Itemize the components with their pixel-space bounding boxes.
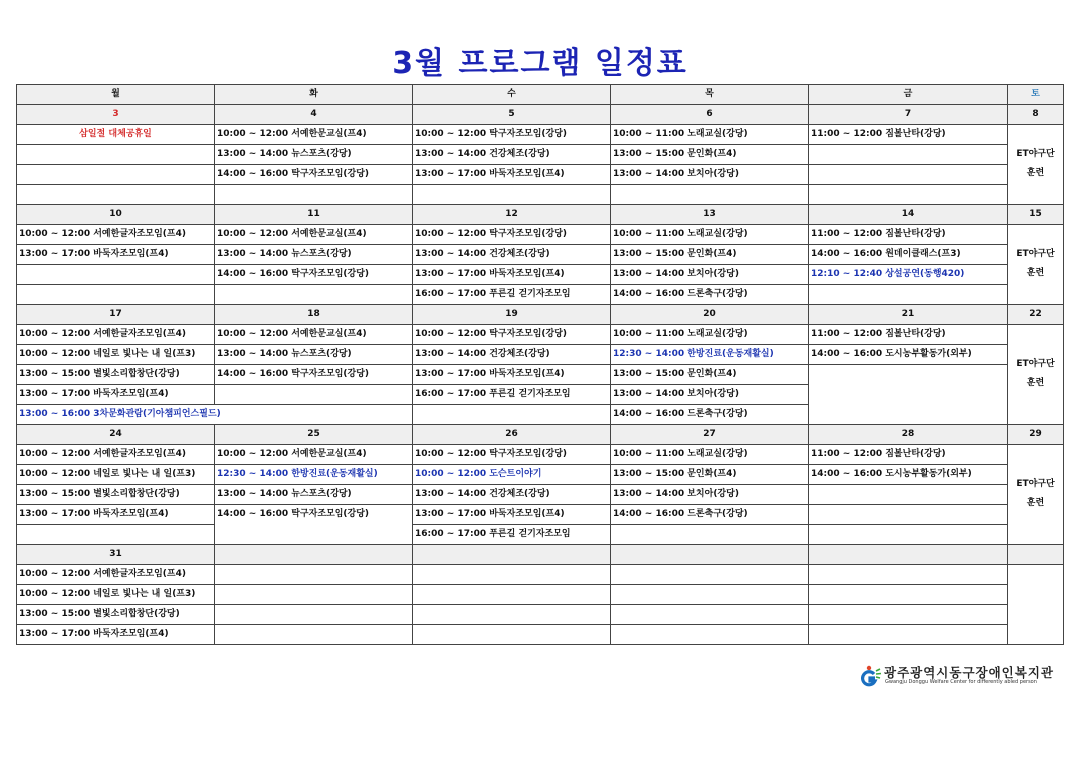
event-row (17, 324, 1064, 344)
event-item: 10:00 ~ 12:00 서예한글자조모임(프4) (17, 564, 215, 584)
event-row (17, 185, 1064, 205)
weekday-sat: 토 (1008, 85, 1064, 105)
date-cell: 27 (611, 424, 809, 444)
saturday-event-line2: 훈련 (1026, 168, 1045, 179)
event-item: 14:00 ~ 16:00 드론축구(강당) (611, 284, 809, 304)
special-event-item: 13:00 ~ 16:00 3차문화관람(기아챔피언스필드) (17, 404, 413, 424)
event-row (17, 344, 1064, 364)
date-cell: 31 (17, 544, 215, 564)
event-item: 13:00 ~ 15:00 별빛소리합창단(강당) (17, 484, 215, 504)
event-row (17, 244, 1064, 264)
empty-cell (1008, 564, 1064, 644)
event-row (17, 604, 1064, 624)
date-cell: 29 (1008, 424, 1064, 444)
event-item: 14:00 ~ 16:00 탁구자조모임(강당) (215, 264, 413, 284)
welfare-center-logo-icon (860, 665, 882, 687)
empty-cell (215, 384, 413, 404)
date-row (17, 204, 1064, 224)
weekday-header-row (17, 85, 1064, 105)
date-cell (611, 544, 809, 564)
empty-cell (215, 624, 413, 644)
weekday-tue: 화 (215, 85, 413, 105)
organization-name-en: Gwangju Donggu Welfare Center for differently abled person (885, 679, 1037, 685)
date-row (17, 544, 1064, 564)
event-item: 10:00 ~ 12:00 서예한문교실(프4) (215, 444, 413, 464)
event-item: 13:00 ~ 15:00 별빛소리합창단(강당) (17, 604, 215, 624)
event-item: 10:00 ~ 12:00 네일로 빛나는 내 일(프3) (17, 584, 215, 604)
event-item: 14:00 ~ 16:00 탁구자조모임(강당) (215, 364, 413, 384)
empty-cell (809, 604, 1008, 624)
empty-cell (413, 584, 611, 604)
date-cell: 26 (413, 424, 611, 444)
event-row (17, 624, 1064, 644)
date-cell (1008, 544, 1064, 564)
event-item: 13:00 ~ 15:00 문인화(프4) (611, 244, 809, 264)
saturday-event-line2: 훈련 (1026, 268, 1045, 279)
empty-cell (413, 404, 611, 424)
schedule-table (16, 84, 1064, 645)
empty-cell (809, 364, 1008, 424)
event-item: 10:00 ~ 11:00 노래교실(강당) (611, 444, 809, 464)
event-item: 13:00 ~ 14:00 건강체조(강당) (413, 145, 611, 165)
event-item: 13:00 ~ 14:00 뉴스포츠(강당) (215, 484, 413, 504)
empty-cell (17, 284, 215, 304)
event-item: 14:00 ~ 16:00 드론축구(강당) (611, 404, 809, 424)
organization-name: 광주광역시동구장애인복지관 (884, 665, 1054, 680)
event-item: 14:00 ~ 16:00 탁구자조모임(강당) (215, 504, 413, 544)
empty-cell (611, 524, 809, 544)
event-item: 10:00 ~ 12:00 서예한문교실(프4) (215, 224, 413, 244)
date-row (17, 304, 1064, 324)
event-item: 13:00 ~ 15:00 별빛소리합창단(강당) (17, 364, 215, 384)
saturday-event (1008, 224, 1064, 304)
event-item: 14:00 ~ 16:00 드론축구(강당) (611, 504, 809, 524)
event-item: 10:00 ~ 12:00 탁구자조모임(강당) (413, 444, 611, 464)
saturday-event-line2: 훈련 (1026, 498, 1045, 509)
event-item: 10:00 ~ 12:00 네일로 빛나는 내 일(프3) (17, 464, 215, 484)
event-item: 13:00 ~ 15:00 문인화(프4) (611, 364, 809, 384)
event-item: 13:00 ~ 15:00 문인화(프4) (611, 145, 809, 165)
empty-cell (809, 504, 1008, 524)
date-cell: 12 (413, 204, 611, 224)
date-row (17, 424, 1064, 444)
saturday-event (1008, 324, 1064, 424)
event-item: 14:00 ~ 16:00 탁구자조모임(강당) (215, 165, 413, 185)
event-item: 13:00 ~ 17:00 바둑자조모임(프4) (17, 624, 215, 644)
saturday-event (1008, 125, 1064, 205)
event-item: 16:00 ~ 17:00 푸른길 걷기자조모임 (413, 524, 611, 544)
event-item: 13:00 ~ 17:00 바둑자조모임(프4) (17, 244, 215, 264)
date-cell: 25 (215, 424, 413, 444)
date-cell (413, 544, 611, 564)
event-item: 11:00 ~ 12:00 짐볼난타(강당) (809, 125, 1008, 145)
date-row (17, 105, 1064, 125)
date-cell: 6 (611, 105, 809, 125)
event-row (17, 464, 1064, 484)
empty-cell (611, 564, 809, 584)
event-item: 11:00 ~ 12:00 짐볼난타(강당) (809, 324, 1008, 344)
empty-cell (611, 624, 809, 644)
date-cell: 20 (611, 304, 809, 324)
empty-cell (809, 284, 1008, 304)
page-title: 3월 프로그램 일정표 (392, 46, 688, 81)
event-row (17, 264, 1064, 284)
date-cell: 13 (611, 204, 809, 224)
event-row (17, 444, 1064, 464)
date-cell: 14 (809, 204, 1008, 224)
event-item: 13:00 ~ 17:00 바둑자조모임(프4) (413, 165, 611, 185)
event-item: 13:00 ~ 14:00 보치아(강당) (611, 165, 809, 185)
saturday-event-line2: 훈련 (1026, 378, 1045, 389)
weekday-fri: 금 (809, 85, 1008, 105)
date-cell: 7 (809, 105, 1008, 125)
empty-cell (17, 264, 215, 284)
saturday-event-line1: ET야구단 (1016, 359, 1055, 370)
date-cell: 18 (215, 304, 413, 324)
empty-cell (809, 564, 1008, 584)
empty-cell (17, 524, 215, 544)
event-item: 10:00 ~ 11:00 노래교실(강당) (611, 224, 809, 244)
event-item: 13:00 ~ 14:00 뉴스포츠(강당) (215, 344, 413, 364)
empty-cell (809, 185, 1008, 205)
special-event-item: 12:30 ~ 14:00 한방진료(운동재활실) (611, 344, 809, 364)
event-item: 13:00 ~ 17:00 바둑자조모임(프4) (17, 384, 215, 404)
event-row (17, 364, 1064, 384)
empty-cell (413, 624, 611, 644)
event-row (17, 504, 1064, 524)
event-item: 13:00 ~ 17:00 바둑자조모임(프4) (413, 364, 611, 384)
event-row (17, 484, 1064, 504)
empty-cell (809, 145, 1008, 165)
date-cell: 11 (215, 204, 413, 224)
empty-cell (215, 564, 413, 584)
event-row (17, 564, 1064, 584)
event-item: 13:00 ~ 17:00 바둑자조모임(프4) (413, 264, 611, 284)
event-item: 14:00 ~ 16:00 원데이클래스(프3) (809, 244, 1008, 264)
event-item: 10:00 ~ 11:00 노래교실(강당) (611, 125, 809, 145)
date-cell: 21 (809, 304, 1008, 324)
saturday-event-line1: ET야구단 (1016, 479, 1055, 490)
event-item: 13:00 ~ 14:00 건강체조(강당) (413, 244, 611, 264)
date-cell: 24 (17, 424, 215, 444)
event-item: 13:00 ~ 14:00 보치아(강당) (611, 264, 809, 284)
organization-logo (860, 663, 1054, 689)
event-item: 16:00 ~ 17:00 푸른길 걷기자조모임 (413, 284, 611, 304)
event-item: 13:00 ~ 14:00 보치아(강당) (611, 384, 809, 404)
saturday-event (1008, 444, 1064, 544)
empty-cell (809, 524, 1008, 544)
date-cell: 28 (809, 424, 1008, 444)
event-item: 10:00 ~ 12:00 탁구자조모임(강당) (413, 224, 611, 244)
empty-cell (215, 284, 413, 304)
date-cell: 17 (17, 304, 215, 324)
empty-cell (413, 604, 611, 624)
event-item: 10:00 ~ 12:00 탁구자조모임(강당) (413, 324, 611, 344)
event-item: 11:00 ~ 12:00 짐볼난타(강당) (809, 444, 1008, 464)
event-item: 13:00 ~ 14:00 보치아(강당) (611, 484, 809, 504)
special-event-item: 10:00 ~ 12:00 도슨트이야기 (413, 464, 611, 484)
event-row (17, 125, 1064, 145)
weekday-thu: 목 (611, 85, 809, 105)
weekday-wed: 수 (413, 85, 611, 105)
event-item: 13:00 ~ 14:00 뉴스포츠(강당) (215, 145, 413, 165)
event-row (17, 224, 1064, 244)
event-item: 16:00 ~ 17:00 푸른길 걷기자조모임 (413, 384, 611, 404)
event-item: 10:00 ~ 12:00 서예한문교실(프4) (215, 324, 413, 344)
holiday-label: 삼일절 대체공휴일 (17, 125, 215, 145)
event-row (17, 524, 1064, 544)
event-item: 10:00 ~ 12:00 네일로 빛나는 내 일(프3) (17, 344, 215, 364)
event-item: 13:00 ~ 14:00 건강체조(강당) (413, 484, 611, 504)
empty-cell (413, 564, 611, 584)
date-cell: 10 (17, 204, 215, 224)
event-item: 10:00 ~ 12:00 서예한글자조모임(프4) (17, 324, 215, 344)
empty-cell (809, 624, 1008, 644)
event-row (17, 145, 1064, 165)
empty-cell (17, 185, 215, 205)
empty-cell (215, 185, 413, 205)
event-item: 13:00 ~ 14:00 건강체조(강당) (413, 344, 611, 364)
date-cell: 22 (1008, 304, 1064, 324)
date-cell (215, 544, 413, 564)
empty-cell (17, 145, 215, 165)
event-item: 10:00 ~ 12:00 서예한글자조모임(프4) (17, 444, 215, 464)
event-item: 13:00 ~ 17:00 바둑자조모임(프4) (413, 504, 611, 524)
event-item: 14:00 ~ 16:00 도시농부활동가(외부) (809, 464, 1008, 484)
empty-cell (215, 584, 413, 604)
event-row (17, 165, 1064, 185)
event-item: 13:00 ~ 17:00 바둑자조모임(프4) (17, 504, 215, 524)
empty-cell (215, 604, 413, 624)
date-cell: 5 (413, 105, 611, 125)
event-item: 11:00 ~ 12:00 짐볼난타(강당) (809, 224, 1008, 244)
date-cell: 4 (215, 105, 413, 125)
event-row (17, 584, 1064, 604)
date-cell: 19 (413, 304, 611, 324)
empty-cell (611, 604, 809, 624)
event-item: 10:00 ~ 11:00 노래교실(강당) (611, 324, 809, 344)
event-item: 13:00 ~ 14:00 뉴스포츠(강당) (215, 244, 413, 264)
saturday-event-line1: ET야구단 (1016, 249, 1055, 260)
event-item: 10:00 ~ 12:00 서예한문교실(프4) (215, 125, 413, 145)
special-event-item: 12:10 ~ 12:40 상설공연(동행420) (809, 264, 1008, 284)
date-cell: 3 (17, 105, 215, 125)
empty-cell (413, 185, 611, 205)
empty-cell (809, 484, 1008, 504)
weekday-mon: 월 (17, 85, 215, 105)
empty-cell (809, 165, 1008, 185)
event-item: 14:00 ~ 16:00 도시농부활동가(외부) (809, 344, 1008, 364)
date-cell: 15 (1008, 204, 1064, 224)
empty-cell (611, 185, 809, 205)
empty-cell (17, 165, 215, 185)
date-cell: 8 (1008, 105, 1064, 125)
empty-cell (809, 584, 1008, 604)
empty-cell (611, 584, 809, 604)
event-item: 10:00 ~ 12:00 탁구자조모임(강당) (413, 125, 611, 145)
event-row (17, 284, 1064, 304)
saturday-event-line1: ET야구단 (1016, 149, 1055, 160)
event-item: 13:00 ~ 15:00 문인화(프4) (611, 464, 809, 484)
special-event-item: 12:30 ~ 14:00 한방진료(운동재활실) (215, 464, 413, 484)
date-cell (809, 544, 1008, 564)
event-item: 10:00 ~ 12:00 서예한글자조모임(프4) (17, 224, 215, 244)
